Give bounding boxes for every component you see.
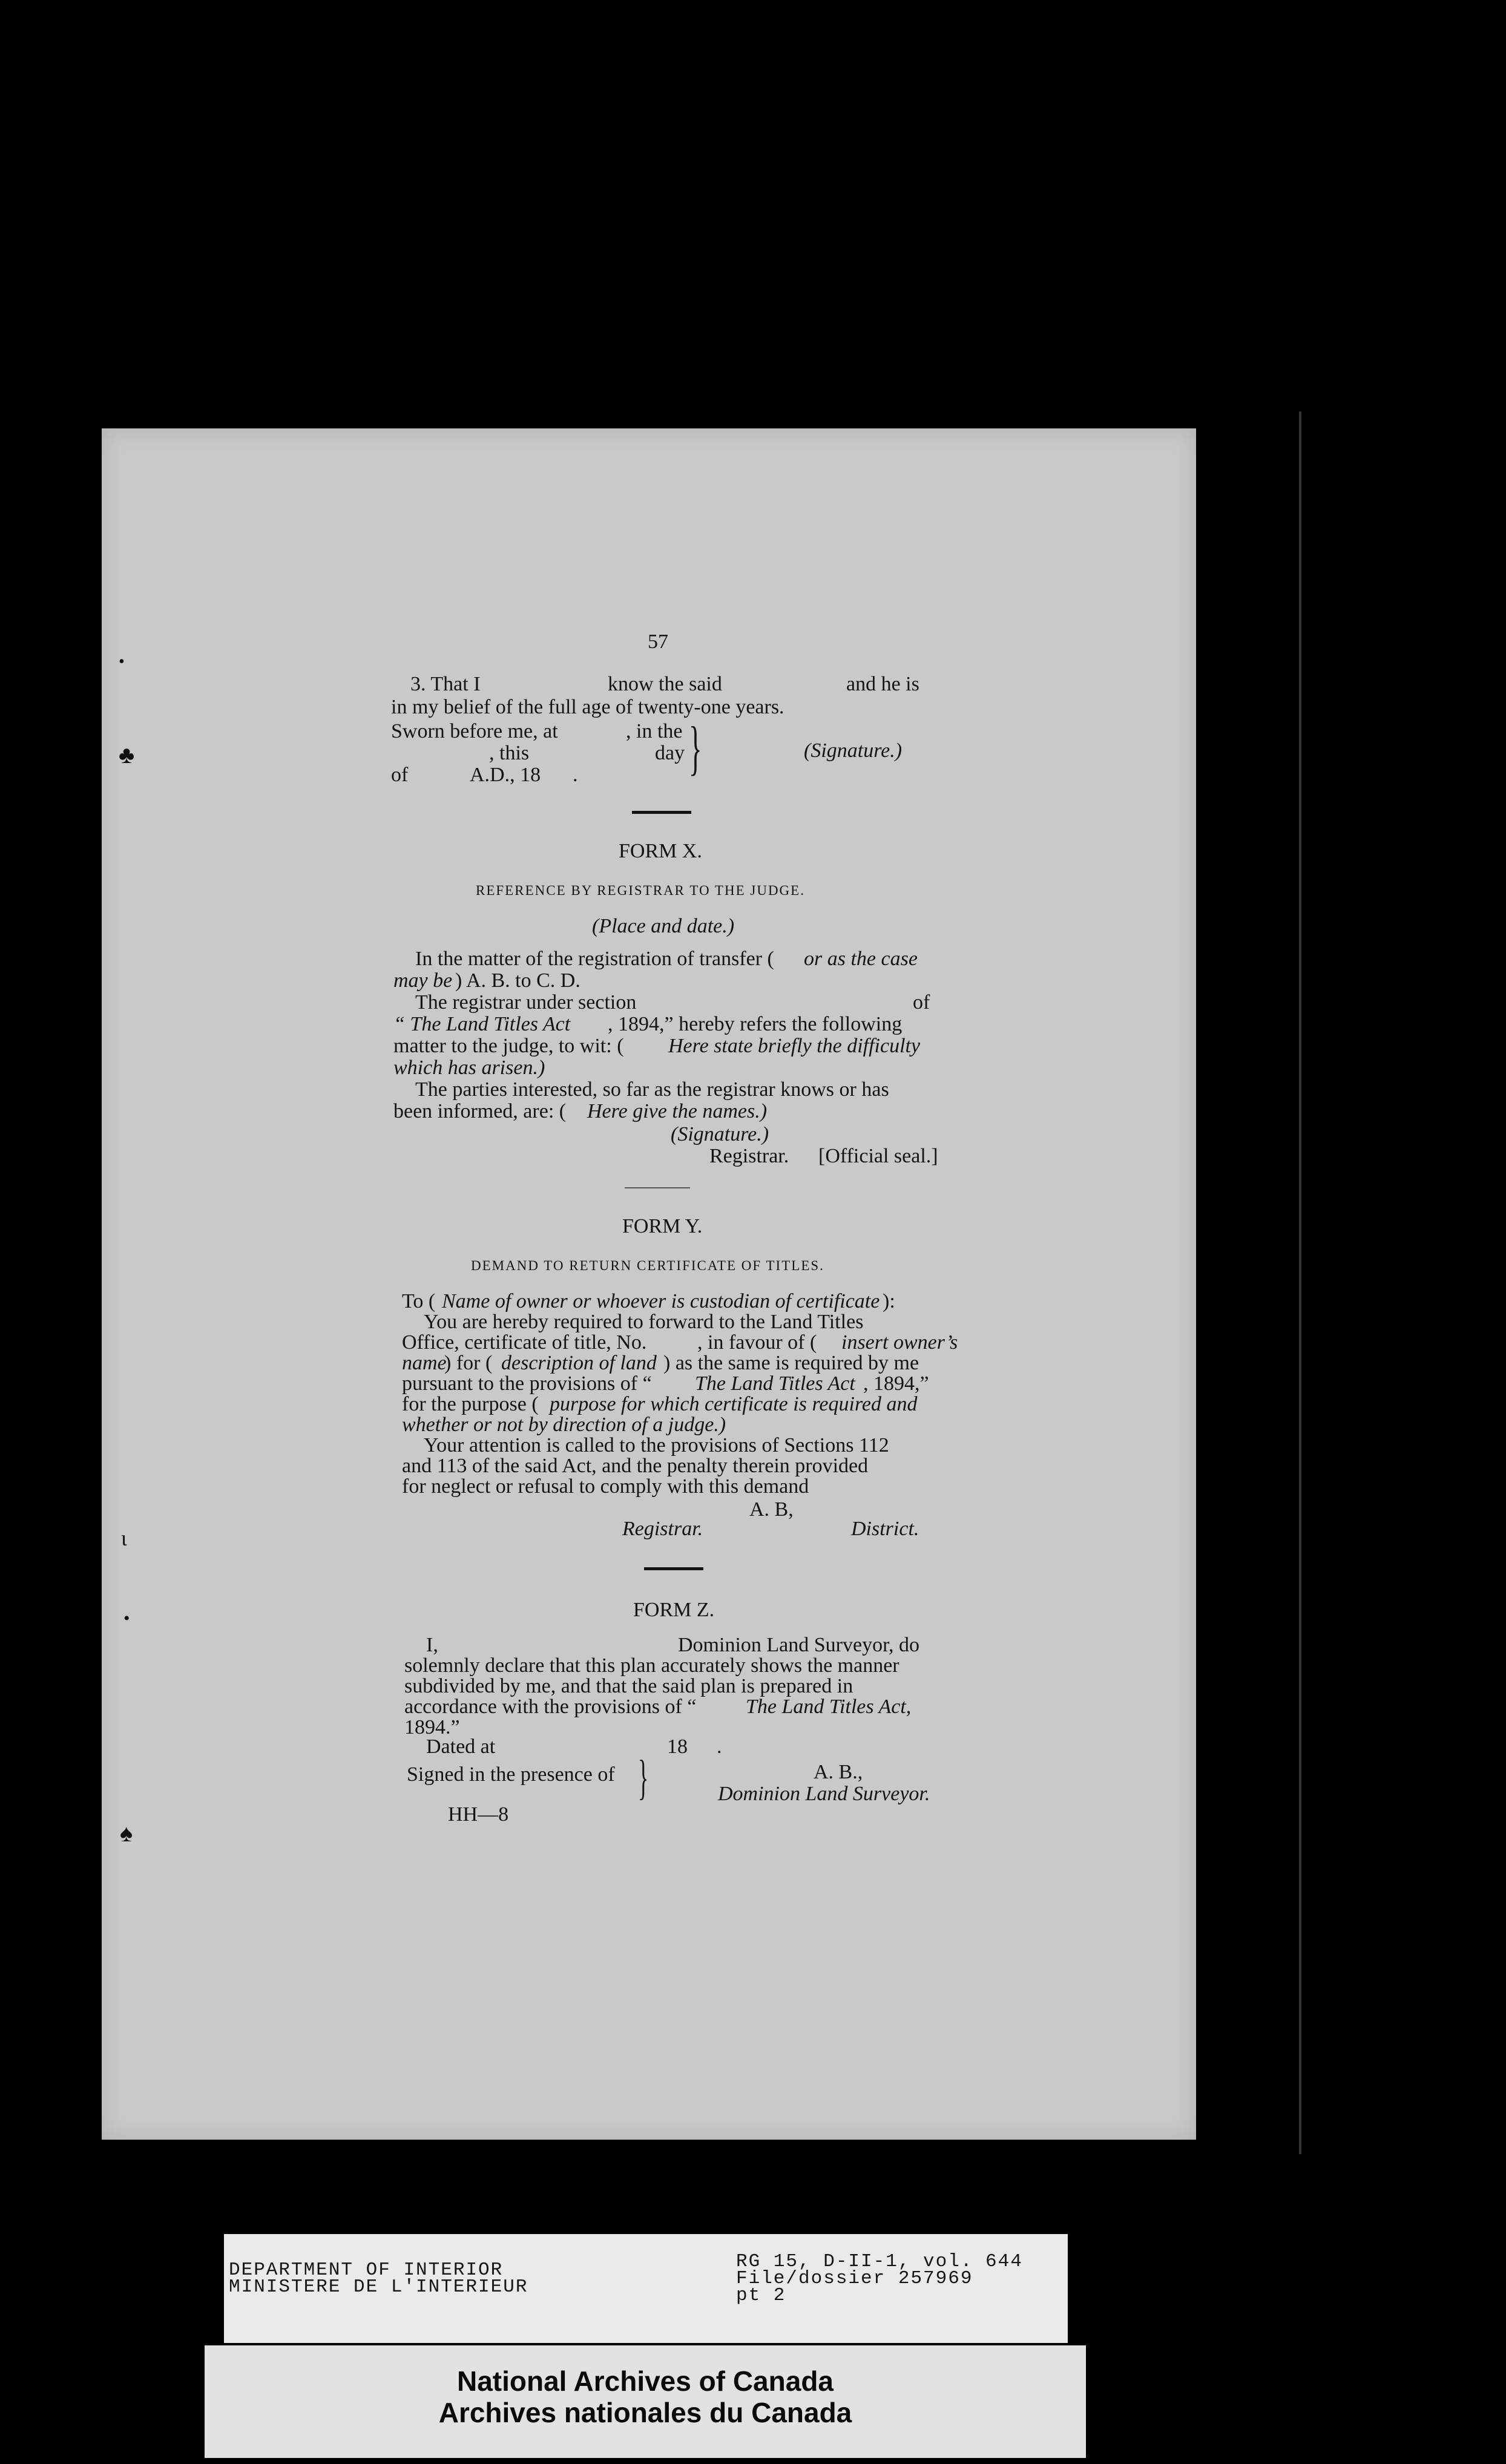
form-y-l6: whether or not by direction of a judge.) xyxy=(402,1414,726,1436)
form-y-to-a: To ( xyxy=(402,1290,436,1312)
form-z-l4b: The Land Titles Act, xyxy=(746,1696,912,1718)
form-y-l4a: pursuant to the provisions of “ xyxy=(402,1372,652,1395)
form-x-p3-l2a: been informed, are: ( xyxy=(393,1100,567,1122)
affidavit-signature: (Signature.) xyxy=(804,739,903,762)
archive-banner-english: National Archives of Canada xyxy=(456,2365,834,2397)
section-rule xyxy=(644,1567,703,1570)
sworn-in-the: , in the xyxy=(626,720,683,742)
form-z-l5: 1894.” xyxy=(404,1716,460,1738)
form-y-registrar: Registrar. xyxy=(622,1518,703,1540)
form-z-title: FORM Z. xyxy=(633,1599,715,1621)
form-z-l1b: Dominion Land Surveyor, do xyxy=(678,1634,920,1656)
form-x-p1-l2a: may be xyxy=(393,969,453,992)
brace-icon: } xyxy=(689,714,702,781)
form-y-title: FORM Y. xyxy=(622,1215,703,1237)
form-z-l3: subdivided by me, and that the said plan is prepared in xyxy=(404,1675,853,1697)
page-number: 57 xyxy=(648,631,668,653)
form-x-p2-l2b: , 1894,” hereby refers the following xyxy=(608,1013,903,1035)
sworn-ad: A.D., 18 xyxy=(470,764,541,786)
form-x-p2-l2a: “ The Land Titles Act xyxy=(393,1013,571,1035)
form-y-l3a: name xyxy=(402,1352,447,1374)
form-x-p1-l1a: In the matter of the registration of transfer ( xyxy=(415,948,774,970)
form-x-p2-l3b: Here state briefly the difficulty xyxy=(668,1035,921,1057)
form-x-p3-l1: The parties interested, so far as the registrar knows or has xyxy=(415,1078,889,1101)
form-x-place-date: (Place and date.) xyxy=(592,915,735,937)
margin-mark: • xyxy=(119,652,125,671)
form-z-footer-code: HH—8 xyxy=(448,1803,509,1826)
form-x-p1-l1b: or as the case xyxy=(804,948,918,970)
affidavit-line-1c: and he is xyxy=(846,673,919,695)
section-rule-faint xyxy=(625,1187,690,1188)
form-z-dls: Dominion Land Surveyor. xyxy=(718,1783,930,1805)
form-y-l4c: , 1894,” xyxy=(863,1372,929,1395)
form-y-l9: for neglect or refusal to comply with this demand xyxy=(402,1475,809,1498)
form-z-l4a: accordance with the provisions of “ xyxy=(404,1696,697,1718)
form-z-l1a: I, xyxy=(426,1634,438,1656)
margin-mark: ♣ xyxy=(119,741,135,768)
reference-line-3: pt 2 xyxy=(736,2285,786,2306)
form-z-ab: A. B., xyxy=(814,1761,863,1783)
archive-reference-label xyxy=(224,2234,1068,2343)
affidavit-line-1b: know the said xyxy=(608,673,722,695)
form-y-l2c: insert owner’s xyxy=(841,1331,958,1354)
form-x-p3-l2b: Here give the names.) xyxy=(587,1100,768,1122)
form-y-district: District. xyxy=(851,1518,919,1540)
form-y-l3d: ) as the same is required by me xyxy=(663,1352,919,1374)
form-x-signature: (Signature.) xyxy=(671,1123,769,1145)
dept-english: DEPARTMENT OF INTERIOR xyxy=(229,2259,504,2281)
archive-banner-french: Archives nationales du Canada xyxy=(438,2397,852,2428)
form-x-p2-l4: which has arisen.) xyxy=(393,1057,545,1079)
archive-banner xyxy=(205,2345,1086,2458)
affidavit-line-2: in my belief of the full age of twenty-one years. xyxy=(391,696,784,718)
form-x-p1-l2b: ) A. B. to C. D. xyxy=(455,969,580,992)
form-y-ab: A. B, xyxy=(749,1498,794,1521)
margin-mark: ɩ xyxy=(121,1526,127,1550)
form-x-p2-l3a: matter to the judge, to wit: ( xyxy=(393,1035,624,1057)
form-y-subtitle: DEMAND TO RETURN CERTIFICATE OF TITLES. xyxy=(471,1258,824,1273)
sworn-before: Sworn before me, at xyxy=(391,720,558,742)
form-y-l5b: purpose for which certificate is required and xyxy=(550,1393,918,1415)
section-rule xyxy=(632,811,691,814)
form-x-registrar: Registrar. xyxy=(709,1145,789,1167)
form-x-title: FORM X. xyxy=(619,840,702,862)
form-y-l3c: description of land xyxy=(501,1352,657,1374)
form-y-to-c: ): xyxy=(883,1290,895,1312)
page-edge xyxy=(1299,411,1301,2154)
sworn-of: of xyxy=(391,764,409,786)
form-z-dated: Dated at xyxy=(426,1735,496,1758)
reference-line-2: File/dossier 257969 xyxy=(736,2268,973,2289)
sworn-day: day xyxy=(655,742,685,764)
form-x-seal: [Official seal.] xyxy=(818,1145,938,1167)
form-y-l7: Your attention is called to the provisions of Sections 112 xyxy=(424,1434,889,1456)
affidavit-line-1a: 3. That I xyxy=(410,673,481,695)
reference-line-1: RG 15, D-II-1, vol. 644 xyxy=(736,2251,1023,2272)
form-y-l2b: , in favour of ( xyxy=(697,1331,817,1354)
form-x-subtitle: REFERENCE BY REGISTRAR TO THE JUDGE. xyxy=(476,883,805,898)
form-z-period: . xyxy=(717,1735,722,1758)
form-y-l2a: Office, certificate of title, No. xyxy=(402,1331,647,1354)
form-z-l2: solemnly declare that this plan accurately shows the manner xyxy=(404,1654,899,1677)
form-y-l8: and 113 of the said Act, and the penalty therein provided xyxy=(402,1455,869,1477)
sworn-this: , this xyxy=(489,742,530,764)
form-y-l3b: ) for ( xyxy=(444,1352,493,1374)
form-z-year: 18 xyxy=(667,1735,688,1758)
margin-mark: ♠ xyxy=(120,1820,133,1847)
sworn-period: . xyxy=(573,764,578,786)
form-x-p2-l1b: of xyxy=(913,991,930,1014)
form-x-p2-l1a: The registrar under section xyxy=(415,991,637,1014)
margin-mark: • xyxy=(123,1608,130,1628)
form-y-l4b: The Land Titles Act xyxy=(695,1372,855,1395)
form-z-signed: Signed in the presence of xyxy=(407,1763,615,1786)
form-y-to-b: Name of owner or whoever is custodian of certificate xyxy=(442,1290,880,1312)
form-y-l1: You are hereby required to forward to the Land Titles xyxy=(424,1311,864,1333)
brace-icon: } xyxy=(638,1751,649,1804)
form-y-l5a: for the purpose ( xyxy=(402,1393,539,1415)
dept-french: MINISTERE DE L'INTERIEUR xyxy=(229,2276,528,2298)
